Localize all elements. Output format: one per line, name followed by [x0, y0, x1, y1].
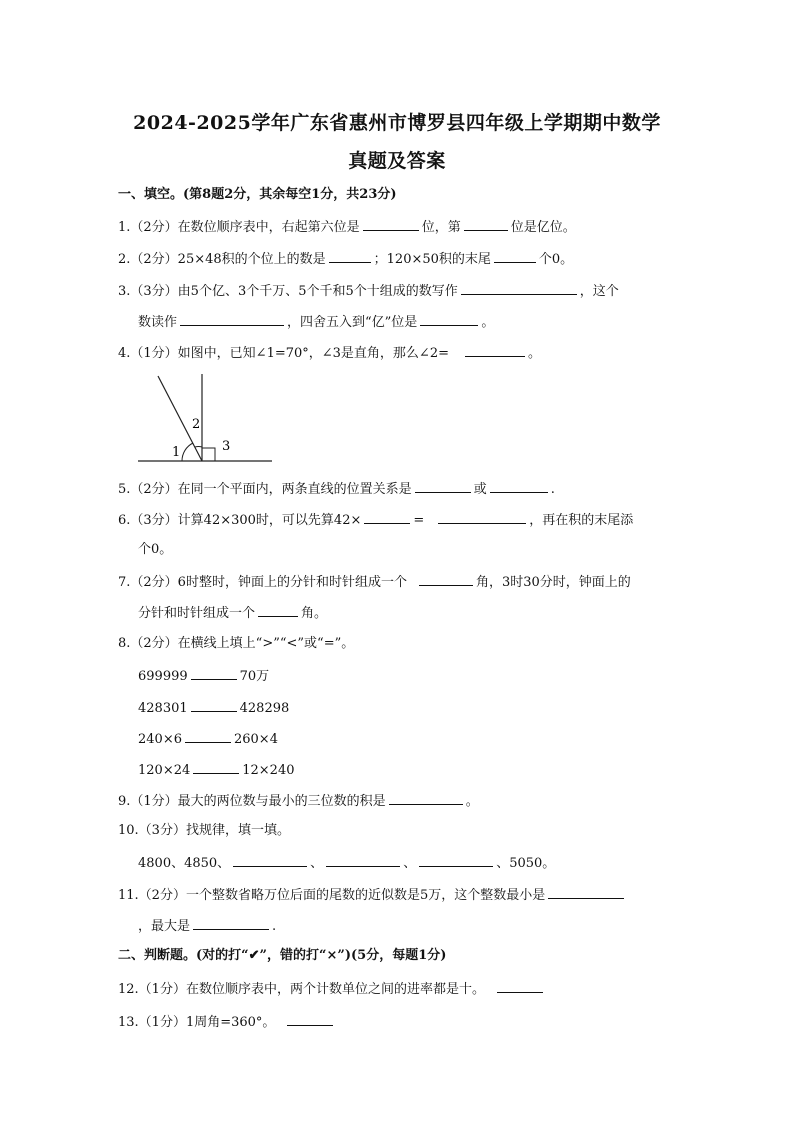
answer-blank[interactable]	[419, 572, 473, 586]
question-9	[118, 791, 479, 811]
question-6-cont: 个0。	[138, 542, 173, 557]
compare-expression: 、	[310, 856, 324, 871]
answer-blank[interactable]	[490, 479, 548, 493]
section-2-heading: 二、判断题。(对的打“✔”，错的打“×”)(5分，每题1分)	[118, 948, 447, 963]
q4-text: 。	[528, 346, 542, 361]
question-11-cont	[138, 916, 276, 936]
compare-expression: 4800、4850、	[138, 856, 231, 871]
compare-expression: 70万	[239, 669, 270, 684]
answer-blank[interactable]	[191, 698, 237, 712]
compare-row	[138, 760, 295, 780]
answer-blank[interactable]	[191, 666, 237, 680]
answer-blank[interactable]	[363, 217, 419, 231]
answer-blank[interactable]	[329, 249, 371, 263]
answer-blank[interactable]	[233, 853, 307, 867]
q2-text: ；120×50积的末尾	[373, 252, 491, 267]
q2-text: 个0。	[538, 252, 574, 267]
title-line-2: 真题及答案	[348, 150, 446, 172]
compare-expression: 428301	[138, 701, 188, 716]
question-12	[118, 979, 546, 999]
angle-1-label: 1	[172, 445, 181, 460]
answer-blank[interactable]	[461, 281, 577, 295]
question-4	[118, 343, 541, 363]
q9-text: 9.（1分）最大的两位数与最小的三位数的积是	[118, 794, 386, 809]
title-line-1: 2024-2025学年广东省惠州市博罗县四年级上学期期中数学	[133, 112, 661, 134]
angle-2-label: 2	[192, 417, 201, 432]
question-6	[118, 510, 633, 530]
answer-blank[interactable]	[287, 1012, 333, 1026]
angle-figure	[136, 370, 276, 466]
question-10-sequence	[138, 853, 555, 873]
question-13	[118, 1012, 336, 1032]
q3-text: 。	[481, 315, 495, 330]
q6-text: 6.（3分）计算42×300时，可以先算42×	[118, 513, 362, 528]
section-1-heading: 一、填空。(第8题2分，其余每空1分，共23分)	[118, 187, 397, 202]
answer-blank[interactable]	[464, 217, 508, 231]
answer-blank[interactable]	[364, 510, 410, 524]
q1-text: 位是亿位。	[510, 220, 576, 235]
q6-text: ，再在积的末尾添	[529, 513, 634, 528]
q7-text: 角。	[301, 606, 328, 621]
answer-blank[interactable]	[185, 729, 231, 743]
compare-expression: 120×24	[138, 763, 191, 778]
q3-text: 数读作	[138, 315, 178, 330]
q3-text: ，这个	[579, 284, 619, 299]
q1-text: 1.（2分）在数位顺序表中，右起第六位是	[118, 220, 360, 235]
question-11	[118, 885, 627, 905]
answer-blank[interactable]	[548, 885, 624, 899]
q5-text: .	[550, 482, 555, 497]
q7-text: 角，3时30分时，钟面上的	[475, 575, 631, 590]
q5-text: 或	[473, 482, 487, 497]
answer-blank[interactable]	[193, 916, 269, 930]
q2-text: 2.（2分）25×48积的个位上的数是	[118, 252, 326, 267]
q3-text: 3.（3分）由5个亿、3个千万、5个千和5个十组成的数写作	[118, 284, 458, 299]
answer-blank[interactable]	[420, 312, 478, 326]
question-8: 8.（2分）在横线上填上“>”“<”或“=”。	[118, 636, 355, 651]
question-3-cont	[138, 312, 494, 332]
q7-text: 7.（2分）6时整时，钟面上的分针和时针组成一个	[118, 575, 407, 590]
question-7-cont	[138, 603, 327, 623]
q4-text: 4.（1分）如图中，已知∠1=70°，∠3是直角，那么∠2=	[118, 346, 449, 361]
compare-expression: 、	[403, 856, 417, 871]
compare-row	[138, 698, 289, 718]
question-3	[118, 281, 619, 301]
answer-blank[interactable]	[258, 603, 298, 617]
compare-expression: 12×240	[242, 763, 295, 778]
answer-blank[interactable]	[326, 853, 400, 867]
q11-text: ，最大是	[138, 919, 191, 934]
question-5	[118, 479, 555, 499]
question-7	[118, 572, 631, 592]
answer-blank[interactable]	[180, 312, 284, 326]
compare-expression: 、5050。	[496, 856, 556, 871]
compare-expression: 260×4	[233, 732, 278, 747]
answer-blank[interactable]	[465, 343, 525, 357]
answer-blank[interactable]	[438, 510, 526, 524]
q9-text: 。	[465, 794, 479, 809]
answer-blank[interactable]	[389, 791, 463, 805]
q6-text: =	[413, 513, 425, 528]
q5-text: 5.（2分）在同一个平面内，两条直线的位置关系是	[118, 482, 412, 497]
answer-blank[interactable]	[193, 760, 239, 774]
compare-expression: 428298	[239, 701, 290, 716]
answer-blank[interactable]	[415, 479, 471, 493]
q12-text: 12.（1分）在数位顺序表中，两个计数单位之间的进率都是十。	[118, 982, 485, 997]
compare-expression: 240×6	[138, 732, 182, 747]
q7-text: 分针和时针组成一个	[138, 606, 256, 621]
q11-text: 11.（2分）一个整数省略万位后面的尾数的近似数是5万，这个整数最小是	[118, 888, 546, 903]
angle-3-label: 3	[222, 439, 231, 454]
q1-text: 位，第	[421, 220, 461, 235]
compare-row	[138, 666, 269, 686]
compare-row	[138, 729, 278, 749]
q13-text: 13.（1分）1周角=360°。	[118, 1015, 276, 1030]
answer-blank[interactable]	[419, 853, 493, 867]
question-1	[118, 217, 576, 237]
question-10: 10.（3分）找规律，填一填。	[118, 823, 290, 838]
answer-blank[interactable]	[497, 979, 543, 993]
q11-text: .	[272, 919, 277, 934]
answer-blank[interactable]	[494, 249, 536, 263]
question-2	[118, 249, 573, 269]
compare-expression: 699999	[138, 669, 188, 684]
q3-text: ，四舍五入到“亿”位是	[287, 315, 418, 330]
